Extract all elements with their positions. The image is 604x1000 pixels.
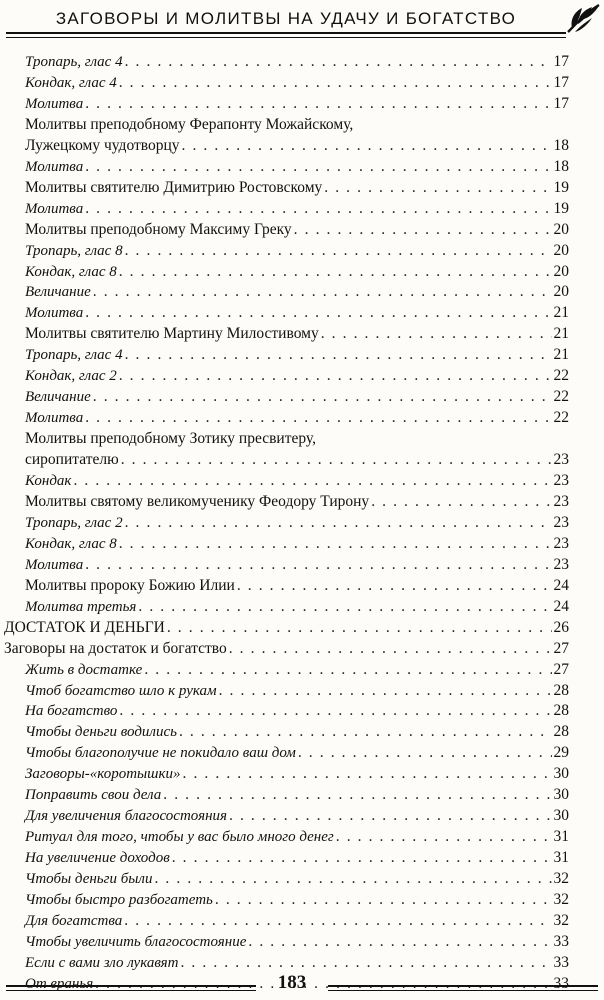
toc-entry [25, 826, 569, 847]
toc-page-number: 30 [553, 765, 569, 782]
dot-leader [172, 847, 552, 868]
toc-entry-title: Молитвы святителю Димитрию Ростовскому [25, 179, 323, 196]
dot-leader [321, 323, 552, 344]
toc-page-number: 23 [553, 556, 569, 573]
toc-entry-title-line: Молитвы преподобному Зотику пресвитеру, [25, 430, 316, 447]
toc-entry-title: Кондак, глас 4 [25, 75, 117, 91]
toc-page-number: 23 [553, 472, 569, 489]
dot-leader [119, 365, 552, 386]
toc-entry-title: Молитва [25, 96, 84, 112]
toc-entry-title: Заговоры-«коротышки» [25, 766, 181, 782]
toc-page-number: 20 [553, 242, 569, 259]
toc-entry-title: Молитвы святителю Мартину Милостивому [25, 325, 319, 342]
toc-entry-title-line: Молитвы преподобному Ферапонту Можайскому, [25, 116, 354, 133]
toc-entry [25, 491, 569, 512]
dot-leader [154, 868, 551, 889]
dot-leader [121, 449, 552, 470]
toc-entry [25, 261, 569, 282]
toc-entry-title: Ритуал для того, чтобы у вас было много денег [25, 829, 334, 845]
toc-page-number: 21 [553, 346, 569, 363]
toc-entry-title: На увеличение доходов [25, 850, 170, 866]
dot-leader [93, 281, 552, 302]
toc-entry [25, 470, 569, 491]
toc-page-number: 17 [553, 74, 569, 91]
toc-entry-title: Чтобы благополучие не покидало ваш дом [25, 745, 296, 761]
toc-entry-title: Для богатства [25, 913, 123, 929]
dot-leader [371, 491, 551, 512]
dot-leader [144, 659, 551, 680]
running-header [6, 4, 566, 34]
toc-page-number: 17 [553, 95, 569, 112]
toc-entry-title: Величание [25, 284, 91, 300]
toc-entry [25, 847, 569, 868]
header-title: ЗАГОВОРЫ И МОЛИТВЫ НА УДАЧУ И БОГАТСТВО [55, 9, 517, 28]
dot-leader [324, 177, 551, 198]
dot-leader [85, 302, 551, 323]
footer-rule-left [6, 985, 256, 991]
toc-entry-title: Кондак, глас 8 [25, 536, 117, 552]
toc-entry [25, 659, 569, 680]
toc-entry-title: Молитва [25, 410, 84, 426]
toc-entry-title: Молитва [25, 305, 84, 321]
toc-entry-title: Чтобы быстро разбогатеть [25, 892, 213, 908]
toc-entry-title: Величание [25, 389, 91, 405]
toc-page-number: 21 [553, 325, 569, 342]
dot-leader [85, 554, 551, 575]
toc-entry [4, 638, 569, 659]
dot-leader [125, 512, 552, 533]
toc-entry [25, 198, 569, 219]
toc-entry-title: Кондак, глас 2 [25, 368, 117, 384]
toc-page-number: 18 [553, 158, 569, 175]
toc-page-number: 23 [553, 514, 569, 531]
toc-page-number: 33 [553, 933, 569, 950]
toc-entry-title: Молитвы преподобному Максиму Греку [25, 221, 292, 238]
dot-leader [125, 344, 552, 365]
toc-page-number: 20 [553, 283, 569, 300]
toc-page-number: 32 [553, 912, 569, 929]
dot-leader [119, 72, 552, 93]
dot-leader [336, 826, 552, 847]
dot-leader [237, 575, 552, 596]
toc-page-number: 28 [553, 723, 569, 740]
toc-entry [25, 763, 569, 784]
toc-entry [25, 219, 569, 240]
toc-entry [25, 868, 569, 889]
toc-entry [25, 575, 569, 596]
toc-entry-title: Тропарь, глас 8 [25, 243, 123, 259]
toc-entry [25, 386, 569, 407]
dot-leader [125, 51, 552, 72]
dot-leader [85, 93, 551, 114]
toc-entry-title: Кондак, глас 8 [25, 264, 117, 280]
dot-leader [182, 135, 552, 156]
toc-entry-title: Чтобы деньги водились [25, 724, 177, 740]
toc-entry-title: От вранья [25, 976, 94, 992]
toc-page-number: 32 [553, 870, 569, 887]
dot-leader [248, 931, 551, 952]
toc-page-number: 30 [553, 786, 569, 803]
toc-entry [25, 51, 569, 72]
toc-page-number: 21 [553, 304, 569, 321]
toc-entry [25, 156, 569, 177]
toc-page-number: 22 [553, 409, 569, 426]
toc-entry-title: Молитва [25, 201, 84, 217]
toc-entry [25, 344, 569, 365]
footer-rule-right [328, 985, 598, 991]
toc-entry-title: Тропарь, глас 4 [25, 347, 123, 363]
dot-leader [124, 910, 551, 931]
toc-entry [25, 135, 569, 156]
dot-leader [85, 407, 551, 428]
toc-entry-title: Если с вами зло лукавят [25, 955, 179, 971]
toc-entry [25, 302, 569, 323]
toc-entry [25, 680, 569, 701]
dot-leader [119, 261, 552, 282]
toc-entry-title: Молитва [25, 557, 84, 573]
dot-leader [298, 742, 552, 763]
dot-leader [85, 156, 551, 177]
toc-page-number: 33 [553, 954, 569, 971]
toc-entry-title: Тропарь, глас 2 [25, 515, 123, 531]
toc-entry [25, 931, 569, 952]
toc-page-number: 33 [553, 975, 569, 992]
toc-entry-title: сиропитателю [25, 451, 119, 468]
toc-page-number: 30 [553, 807, 569, 824]
dot-leader [294, 219, 552, 240]
toc-entry [25, 742, 569, 763]
toc-entry [25, 596, 569, 617]
toc-entry [25, 910, 569, 931]
dot-leader [163, 784, 551, 805]
toc-entry-title: Поправить свои дела [25, 787, 162, 803]
toc-entry-title: Чтобы увеличить благосостояние [25, 934, 247, 950]
toc-entry-title: Молитвы пророку Божию Илии [25, 577, 235, 594]
leaf-ornament-icon [566, 2, 602, 36]
toc-page-number: 19 [553, 200, 569, 217]
toc-page-number: 23 [553, 493, 569, 510]
toc-entry [25, 805, 569, 826]
toc-page-number: 28 [553, 702, 569, 719]
dot-leader [229, 805, 552, 826]
toc-entry [25, 889, 569, 910]
dot-leader [93, 386, 552, 407]
toc-page-number: 31 [553, 828, 569, 845]
toc-page-number: 24 [553, 598, 569, 615]
toc-page-number: 27 [553, 640, 569, 657]
toc-entry [25, 449, 569, 470]
toc-page-number: 29 [553, 744, 569, 761]
toc-entry-title: Кондак [25, 473, 72, 489]
toc-entry [25, 323, 569, 344]
toc-entry-title: Молитва третья [25, 599, 137, 615]
dot-leader [138, 596, 551, 617]
toc-entry-title: Лужецкому чудотворцу [25, 137, 180, 154]
toc-entry [25, 407, 569, 428]
toc-entry [25, 721, 569, 742]
toc-entry-title: Для увеличения благосостояния [25, 808, 227, 824]
toc-page-number: 24 [553, 577, 569, 594]
toc-entry [4, 617, 569, 638]
toc-page-number: 22 [553, 367, 569, 384]
dot-leader [119, 700, 551, 721]
toc-entry [25, 281, 569, 302]
toc-entry [25, 365, 569, 386]
toc-entry [25, 533, 569, 554]
toc-page-number: 28 [553, 682, 569, 699]
toc-page-number: 20 [553, 263, 569, 280]
toc-entry-title: На богатство [25, 703, 118, 719]
toc-entry [25, 72, 569, 93]
dot-leader [180, 952, 551, 973]
toc-entry [25, 512, 569, 533]
toc-entry [25, 554, 569, 575]
toc-entry-title: Заговоры на достаток и богатство [4, 640, 227, 657]
dot-leader [219, 680, 552, 701]
toc-entry-title: Тропарь, глас 4 [25, 54, 123, 70]
dot-leader [167, 617, 552, 638]
toc-page-number: 18 [553, 137, 569, 154]
toc-page-number: 23 [553, 535, 569, 552]
toc-entry-title: Чтобы деньги были [25, 871, 153, 887]
page-number: 183 [277, 972, 307, 993]
toc-entry-title: Молитвы святому великомученику Феодору Тирону [25, 493, 370, 510]
toc-entry [25, 240, 569, 261]
dot-leader [229, 638, 552, 659]
toc-page-number: 23 [553, 451, 569, 468]
dot-leader [73, 470, 551, 491]
dot-leader [125, 240, 552, 261]
toc-page-number: 17 [553, 53, 569, 70]
toc-entry [25, 93, 569, 114]
toc-entry [25, 177, 569, 198]
toc-page-number: 32 [553, 891, 569, 908]
toc-page-number: 26 [553, 619, 569, 636]
toc-entry [25, 700, 569, 721]
toc-entry-title: ДОСТАТОК И ДЕНЬГИ [4, 619, 165, 636]
toc-entry [25, 952, 569, 973]
dot-leader [119, 533, 552, 554]
toc-page-number: 20 [553, 221, 569, 238]
toc-entry-title: Чтоб богатство шло к рукам [25, 683, 217, 699]
toc-entry [25, 784, 569, 805]
toc-entry-title: Жить в достатке [25, 662, 143, 678]
dot-leader [179, 721, 552, 742]
dot-leader [85, 198, 551, 219]
toc-entry-title: Молитва [25, 159, 84, 175]
dot-leader [183, 763, 552, 784]
toc-page-number: 31 [553, 849, 569, 866]
toc-page-number: 19 [553, 179, 569, 196]
dot-leader [215, 889, 552, 910]
toc-page-number: 27 [553, 661, 569, 678]
toc-page-number: 22 [553, 388, 569, 405]
header-rule [6, 32, 566, 38]
